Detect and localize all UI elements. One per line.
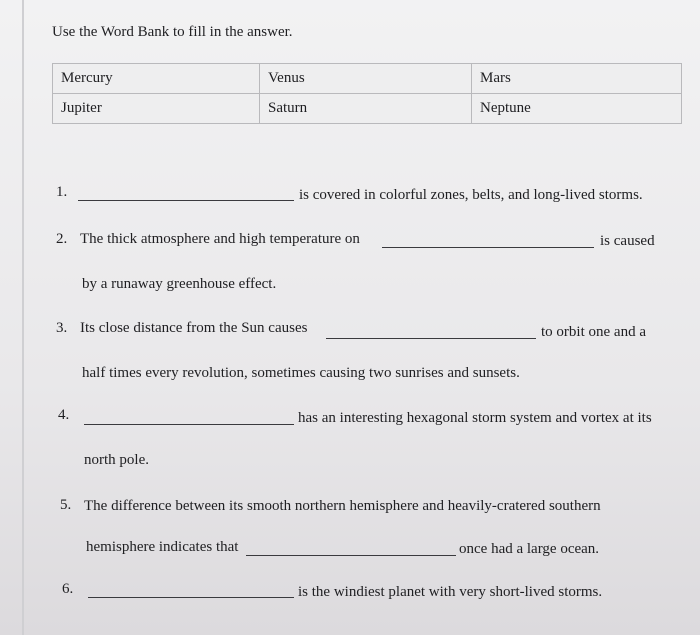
answer-blank-3[interactable] xyxy=(326,338,536,339)
question-3-continued: half times every revolution, sometimes causing two sunrises and sunsets. xyxy=(82,365,520,381)
question-2-continued: by a runaway greenhouse effect. xyxy=(82,276,277,292)
answer-blank-1[interactable] xyxy=(78,200,294,201)
word-bank-table xyxy=(52,63,682,124)
answer-blank-6[interactable] xyxy=(88,597,294,598)
word-bank-cell: Mars xyxy=(472,64,682,94)
answer-blank-5[interactable] xyxy=(246,555,456,556)
question-4-continued: north pole. xyxy=(84,452,149,468)
question-2-text-before: The thick atmosphere and high temperature on xyxy=(80,231,360,247)
question-6-number: 6. xyxy=(62,581,74,597)
question-2-text-after: is caused xyxy=(600,233,655,249)
word-bank-cell: Saturn xyxy=(260,94,472,124)
question-4-number: 4. xyxy=(58,407,70,423)
instruction-text: Use the Word Bank to fill in the answer. xyxy=(52,24,293,40)
answer-blank-2[interactable] xyxy=(382,247,594,248)
word-bank-cell: Mercury xyxy=(53,64,260,94)
question-2-number: 2. xyxy=(56,231,68,247)
question-5-text-after: once had a large ocean. xyxy=(459,541,600,557)
word-bank-cell: Venus xyxy=(260,64,472,94)
question-4-text-after: has an interesting hexagonal storm system and vortex at its xyxy=(298,410,652,426)
question-5-number: 5. xyxy=(60,497,72,513)
question-3-text-before: Its close distance from the Sun causes xyxy=(80,320,308,336)
answer-blank-4[interactable] xyxy=(84,424,294,425)
question-6-text-after: is the windiest planet with very short-lived storms. xyxy=(298,584,603,600)
word-bank-cell: Jupiter xyxy=(53,94,260,124)
word-bank-cell: Neptune xyxy=(472,94,682,124)
question-3-text-after: to orbit one and a xyxy=(541,324,646,340)
word-bank-row xyxy=(53,94,682,124)
word-bank-row xyxy=(53,64,682,94)
question-1-text-after: is covered in colorful zones, belts, and long-lived storms. xyxy=(299,187,643,203)
question-3-number: 3. xyxy=(56,320,68,336)
page-edge xyxy=(22,0,24,635)
question-5-continued-before: hemisphere indicates that xyxy=(86,539,239,555)
question-1-number: 1. xyxy=(56,184,68,200)
question-5-text-before: The difference between its smooth northern hemisphere and heavily-cratered southern xyxy=(84,498,601,514)
